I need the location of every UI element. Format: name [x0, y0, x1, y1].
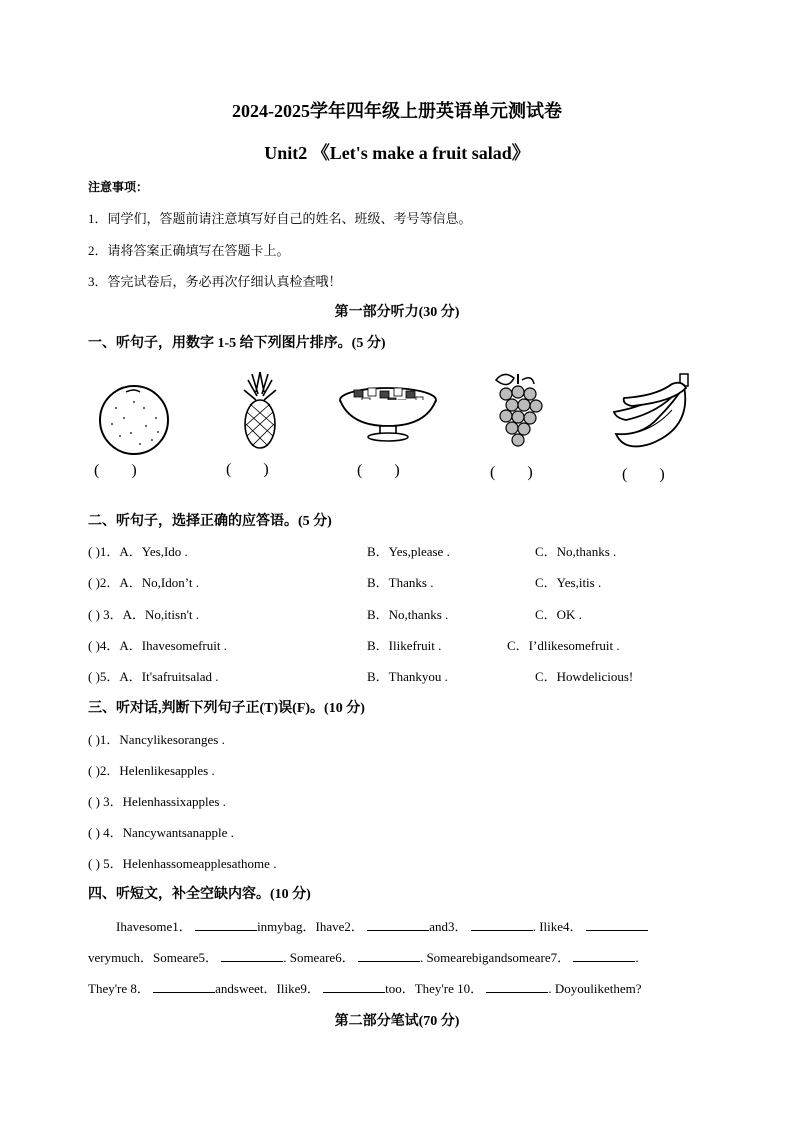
part1-title: 第一部分听力(30 分): [334, 305, 460, 320]
fruit-salad-icon: [336, 380, 440, 444]
answer-blank[interactable]: [323, 980, 385, 993]
q2-row-3-c: C．OK .: [535, 607, 582, 622]
answer-blank[interactable]: [221, 949, 283, 962]
q3-row[interactable]: ( ) 4．Nancywantsanapple .: [88, 825, 234, 840]
picture-blank[interactable]: ( ): [357, 462, 400, 479]
bananas-icon: [612, 372, 696, 454]
q4-line-1: [116, 916, 648, 935]
q2-row-1-b: B．Yes,please .: [367, 544, 450, 559]
page-subtitle: Unit2 《Let's make a fruit salad》: [264, 143, 530, 163]
answer-blank[interactable]: [573, 949, 635, 962]
q3-title: 三、听对话,判断下列句子正(T)误(F)。(10 分): [88, 701, 365, 716]
q3-row[interactable]: ( )2．Helenlikesapples .: [88, 763, 215, 778]
q3-row[interactable]: ( )1．Nancylikesoranges .: [88, 732, 225, 747]
q4-text: andsweet．Ilike9．: [215, 981, 320, 996]
orange-icon: [96, 378, 172, 458]
answer-blank[interactable]: [195, 918, 257, 931]
pineapple-icon: [238, 370, 282, 452]
q4-line-3: [88, 978, 642, 997]
q2-row-2-c: C．Yes,itis .: [535, 575, 602, 590]
answer-blank[interactable]: [471, 918, 533, 931]
q4-text: . Ilike4．: [532, 919, 583, 934]
q2-row-1-a[interactable]: ( )1．A．Yes,Ido .: [88, 544, 188, 559]
q4-text: They're 8．: [88, 981, 150, 996]
q2-row-4-a[interactable]: ( )4．A．Ihavesomefruit .: [88, 638, 227, 653]
q2-row-5-b: B．Thankyou .: [367, 669, 448, 684]
q1-title: 一、听句子，用数字 1-5 给下列图片排序。(5 分): [88, 336, 386, 351]
q3-row[interactable]: ( ) 3．Helenhassixapples .: [88, 794, 226, 809]
q4-title: 四、听短文，补全空缺内容。(10 分): [88, 887, 311, 902]
q2-title: 二、听句子，选择正确的应答语。(5 分): [88, 514, 332, 529]
q4-text: inmybag．Ihave2．: [257, 919, 364, 934]
q2-row-3-a[interactable]: ( ) 3．A．No,itisn't .: [88, 607, 200, 622]
q4-text: verymuch．Someare5．: [88, 950, 218, 965]
picture-blank[interactable]: ( ): [226, 461, 269, 478]
q4-line-2: [88, 947, 639, 966]
q4-text: . Doyoulikethem?: [548, 981, 642, 996]
answer-blank[interactable]: [486, 980, 548, 993]
q4-text: and3．: [429, 919, 468, 934]
q2-row-5-a[interactable]: ( )5．A．It'safruitsalad .: [88, 669, 219, 684]
q2-row-5-c: C．Howdelicious!: [535, 669, 634, 684]
notice-heading: 注意事项：: [88, 180, 149, 194]
q4-text: . Someare6．: [283, 950, 355, 965]
q2-row-4-b: B．Ilikefruit .: [367, 638, 442, 653]
picture-blank[interactable]: ( ): [490, 464, 533, 481]
answer-blank[interactable]: [358, 949, 420, 962]
answer-blank[interactable]: [367, 918, 429, 931]
answer-blank[interactable]: [153, 980, 215, 993]
q2-row-2-b: B．Thanks .: [367, 575, 434, 590]
page-title: 2024-2025学年四年级上册英语单元测试卷: [232, 101, 562, 121]
grapes-icon: [488, 370, 552, 454]
q4-text: Ihavesome1．: [116, 919, 192, 934]
notice-item: 1．同学们，答题前请注意填写好自己的姓名、班级、考号等信息。: [88, 211, 472, 226]
part2-title: 第二部分笔试(70 分): [334, 1014, 460, 1029]
notice-item: 3．答完试卷后，务必再次仔细认真检查哦！: [88, 274, 342, 289]
q2-row-2-a[interactable]: ( )2．A．No,Idon’t .: [88, 575, 199, 590]
answer-blank[interactable]: [586, 918, 648, 931]
q4-text: .: [635, 950, 639, 965]
notice-item: 2．请将答案正确填写在答题卡上。: [88, 243, 290, 258]
q4-text: too．They're 10．: [385, 981, 484, 996]
q3-row[interactable]: ( ) 5．Helenhassomeapplesathome .: [88, 856, 277, 871]
picture-blank[interactable]: ( ): [94, 462, 137, 479]
q2-row-4-c: C．I’dlikesomefruit .: [507, 638, 620, 653]
picture-blank[interactable]: ( ): [622, 466, 665, 483]
q2-row-1-c: C．No,thanks .: [535, 544, 617, 559]
q2-row-3-b: B．No,thanks .: [367, 607, 449, 622]
q4-text: . Somearebigandsomeare7．: [419, 950, 571, 965]
